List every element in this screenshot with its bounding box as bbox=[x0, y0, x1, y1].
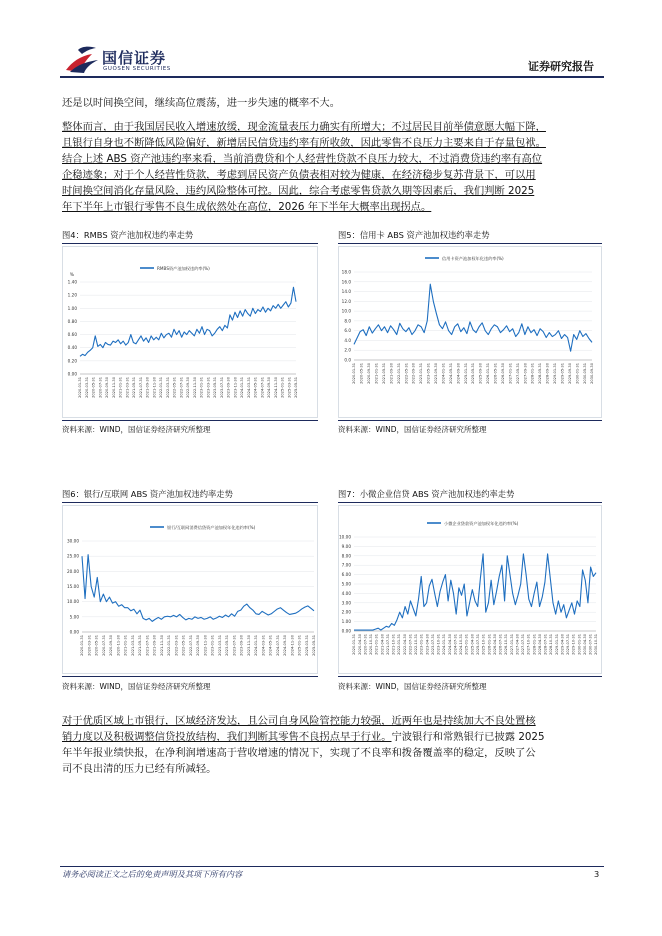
y-tick-label: 7.00 bbox=[341, 562, 351, 568]
paragraph-2-line: 整体而言，由于我国居民收入增速放缓，现金流量表压力确实有所增大；不过居民目前举债意愿大幅下降， bbox=[62, 121, 546, 133]
legend-label: 银行/互联网消费信贷资产池加权年化违约率(%) bbox=[167, 525, 256, 530]
y-tick-label: 6.0 bbox=[344, 328, 351, 334]
x-tick-label: 2026-07-31 bbox=[498, 634, 503, 655]
x-tick-label: 2020-07-31 bbox=[363, 634, 368, 655]
x-tick-label: 2023-03-31 bbox=[217, 635, 222, 656]
y-tick-label: 10.00 bbox=[67, 599, 79, 605]
figure-4-source: 资料来源：WIND，国信证券经济研究所整理 bbox=[62, 425, 211, 434]
x-tick-label: 2023-05-31 bbox=[426, 363, 431, 384]
x-tick-label: 2030-05-31 bbox=[582, 363, 587, 384]
x-tick-label: 2026-10-31 bbox=[504, 634, 509, 655]
x-tick-label: 2029-04-30 bbox=[560, 634, 565, 655]
x-tick-label: 2027-10-31 bbox=[526, 634, 531, 655]
x-tick-label: 2022-05-31 bbox=[172, 377, 177, 398]
x-tick-label: 2024-01-31 bbox=[442, 634, 447, 655]
chart-credit-card bbox=[338, 246, 602, 418]
x-tick-label: 2021-07-31 bbox=[385, 634, 390, 655]
figure-7-rule bbox=[338, 502, 602, 503]
x-tick-label: 2027-01-31 bbox=[509, 634, 514, 655]
chart-micro-enterprise bbox=[338, 505, 602, 674]
x-tick-label: 2024-05-31 bbox=[268, 635, 273, 656]
x-tick-label: 2026-05-31 bbox=[493, 363, 498, 384]
chart-rmbs bbox=[62, 246, 318, 418]
x-tick-label: 2021-09-30 bbox=[152, 635, 157, 656]
y-tick-label: 4.00 bbox=[341, 590, 351, 596]
logo-name-en: GUOSEN SECURITIES bbox=[103, 66, 171, 72]
figure-7-source: 资料来源：WIND，国信证券经济研究所整理 bbox=[338, 682, 487, 691]
x-tick-label: 2023-05-31 bbox=[213, 377, 218, 398]
x-tick-label: 2023-09-30 bbox=[239, 635, 244, 656]
x-tick-label: 2022-04-30 bbox=[402, 634, 407, 655]
figure-7-title: 图7：小微企业信贷 ABS 资产池加权违约率走势 bbox=[338, 489, 515, 499]
x-tick-label: 2023-09-30 bbox=[226, 377, 231, 398]
y-tick-label: 8.00 bbox=[341, 553, 351, 559]
y-tick-label: 3.00 bbox=[341, 600, 351, 606]
x-tick-label: 2024-04-30 bbox=[447, 634, 452, 655]
figure-4-rule bbox=[62, 243, 318, 244]
x-tick-label: 2024-01-31 bbox=[441, 363, 446, 384]
x-tick-label: 2028-07-31 bbox=[543, 634, 548, 655]
x-tick-label: 2021-05-31 bbox=[132, 377, 137, 398]
x-tick-label: 2022-05-31 bbox=[181, 635, 186, 656]
x-tick-label: 2024-03-31 bbox=[246, 377, 251, 398]
x-tick-label: 2020-09-30 bbox=[109, 635, 114, 656]
x-tick-label: 2024-11-30 bbox=[273, 377, 278, 398]
x-tick-label: 2024-07-31 bbox=[260, 377, 265, 398]
x-tick-label: 2022-07-31 bbox=[179, 377, 184, 398]
x-tick-label: 2021-11-30 bbox=[152, 377, 157, 398]
y-tick-label: 16.0 bbox=[341, 279, 351, 285]
x-tick-label: 2029-09-30 bbox=[567, 363, 572, 384]
header-divider bbox=[60, 76, 604, 78]
x-tick-label: 2022-11-30 bbox=[203, 635, 208, 656]
x-tick-label: 2020-07-31 bbox=[101, 635, 106, 656]
x-tick-label: 2025-01-31 bbox=[464, 634, 469, 655]
x-tick-label: 2025-09-30 bbox=[478, 363, 483, 384]
x-tick-label: 2020-11-30 bbox=[111, 377, 116, 398]
y-tick-label: 0.40 bbox=[67, 345, 77, 351]
x-tick-label: 2024-05-31 bbox=[448, 363, 453, 384]
x-tick-label: 2020-01-31 bbox=[352, 634, 357, 655]
x-tick-label: 2029-01-31 bbox=[553, 363, 558, 384]
y-tick-label: 20.00 bbox=[67, 568, 79, 574]
x-tick-label: 2023-05-31 bbox=[225, 635, 230, 656]
x-tick-label: 2025-05-31 bbox=[294, 377, 299, 398]
x-tick-label: 2024-10-31 bbox=[459, 634, 464, 655]
x-tick-label: 2030-04-30 bbox=[582, 634, 587, 655]
y-tick-label: 15.00 bbox=[67, 584, 79, 589]
report-type: 证券研究报告 bbox=[528, 60, 594, 73]
x-tick-label: 2021-01-31 bbox=[374, 363, 379, 384]
x-tick-label: 2023-01-31 bbox=[210, 635, 215, 656]
y-tick-label: 0.60 bbox=[67, 332, 77, 338]
x-tick-label: 2024-07-31 bbox=[275, 635, 280, 656]
figure-5-bottom-rule bbox=[338, 420, 602, 421]
legend-label: 小微企业贷款资产池加权年化违约率(%) bbox=[444, 521, 519, 526]
x-tick-label: 2023-11-30 bbox=[246, 635, 251, 656]
logo-emblem-icon bbox=[64, 44, 100, 74]
x-tick-label: 2029-10-31 bbox=[571, 634, 576, 655]
y-tick-label: 2.00 bbox=[341, 609, 351, 615]
x-tick-label: 2025-05-31 bbox=[471, 363, 476, 384]
x-tick-label: 2021-01-31 bbox=[374, 634, 379, 655]
x-tick-label: 2027-04-30 bbox=[515, 634, 520, 655]
x-tick-label: 2020-01-31 bbox=[78, 377, 83, 398]
x-tick-label: 2027-07-31 bbox=[521, 634, 526, 655]
x-tick-label: 2020-05-31 bbox=[359, 363, 364, 384]
y-tick-label: 12.0 bbox=[341, 298, 351, 304]
x-tick-label: 2020-05-31 bbox=[94, 635, 99, 656]
x-tick-label: 2025-10-31 bbox=[481, 634, 486, 655]
paragraph-2-line: 企稳迹象；对于个人经营性贷款，考虑到居民资产负债表相对较为健康，在经济稳步复苏背景下，可以用 bbox=[62, 169, 536, 181]
y-tick-label: 0.0 bbox=[344, 357, 351, 363]
x-tick-label: 2023-07-31 bbox=[232, 635, 237, 656]
figure-4-title: 图4：RMBS 资产池加权违约率走势 bbox=[62, 230, 194, 240]
x-tick-label: 2022-01-31 bbox=[167, 635, 172, 656]
y-tick-label: 1.20 bbox=[67, 292, 77, 298]
paragraph-3-line-2 bbox=[62, 729, 602, 745]
x-tick-label: 2025-01-31 bbox=[463, 363, 468, 384]
x-tick-label: 2030-01-31 bbox=[575, 363, 580, 384]
x-tick-label: 2022-01-31 bbox=[397, 634, 402, 655]
x-tick-label: 2028-09-30 bbox=[545, 363, 550, 384]
x-tick-label: 2023-10-31 bbox=[436, 634, 441, 655]
paragraph-2-line: 结合上述 ABS 资产池违约率来看，当前消费贷和个人经营性贷款不良压力较大，不过消费贷违约率有高位 bbox=[62, 153, 543, 165]
x-tick-label: 2024-11-30 bbox=[290, 635, 295, 656]
x-tick-label: 2022-09-30 bbox=[196, 635, 201, 656]
x-tick-label: 2024-07-31 bbox=[453, 634, 458, 655]
x-tick-label: 2030-09-30 bbox=[590, 363, 595, 384]
x-tick-label: 2025-03-31 bbox=[287, 377, 292, 398]
x-tick-label: 2022-11-30 bbox=[192, 377, 197, 398]
x-tick-label: 2030-01-31 bbox=[577, 634, 582, 655]
y-tick-label: 1.40 bbox=[67, 279, 77, 285]
y-tick-label: 9.00 bbox=[341, 543, 351, 549]
paragraph-1-text: 还是以时间换空间，继续高位震荡，进一步失速的概率不大。 bbox=[62, 97, 341, 109]
x-tick-label: 2021-05-31 bbox=[138, 635, 143, 656]
figure-5-title: 图5：信用卡 ABS 资产池加权违约率走势 bbox=[338, 230, 490, 240]
x-tick-label: 2029-07-31 bbox=[566, 634, 571, 655]
figure-7-bottom-rule bbox=[338, 676, 602, 677]
y-tick-label: 25.00 bbox=[67, 553, 79, 559]
x-tick-label: 2021-03-31 bbox=[125, 377, 130, 398]
legend-label: 信用卡资产池加权年化违约率(%) bbox=[442, 256, 504, 261]
x-tick-label: 2029-05-31 bbox=[560, 363, 565, 384]
x-tick-label: 2021-01-31 bbox=[118, 377, 123, 398]
x-tick-label: 2028-10-31 bbox=[549, 634, 554, 655]
x-tick-label: 2022-01-31 bbox=[159, 377, 164, 398]
paragraph-3 bbox=[62, 713, 602, 777]
x-tick-label: 2021-07-31 bbox=[145, 635, 150, 656]
y-tick-label: 1.00 bbox=[67, 305, 77, 311]
x-tick-label: 2022-07-31 bbox=[188, 635, 193, 656]
page-number: 3 bbox=[594, 869, 600, 879]
figure-4-bottom-rule bbox=[62, 420, 318, 421]
x-tick-label: 2025-01-31 bbox=[280, 377, 285, 398]
x-tick-label: 2030-07-31 bbox=[588, 634, 593, 655]
x-tick-label: 2026-04-30 bbox=[492, 634, 497, 655]
y-tick-label: 8.0 bbox=[344, 318, 351, 324]
x-tick-label: 2020-11-30 bbox=[116, 635, 121, 656]
footer-divider bbox=[60, 866, 604, 867]
x-tick-label: 2020-01-31 bbox=[352, 363, 357, 384]
y-tick-label: 0.00 bbox=[341, 628, 351, 634]
figure-5-source: 资料来源：WIND，国信证券经济研究所整理 bbox=[338, 425, 487, 434]
x-tick-label: 2028-01-31 bbox=[532, 634, 537, 655]
x-tick-label: 2023-11-30 bbox=[233, 377, 238, 398]
x-tick-label: 2023-04-30 bbox=[425, 634, 430, 655]
paragraph-3-line: 对于优质区域上市银行，区域经济发达，且公司自身风险管控能力较强，近两年也是持续加大不良处置核 bbox=[62, 715, 536, 727]
x-tick-label: 2020-07-31 bbox=[98, 377, 103, 398]
y-tick-label: 0.00 bbox=[67, 371, 77, 377]
x-tick-label: 2021-03-31 bbox=[130, 635, 135, 656]
y-tick-label: 0.00 bbox=[69, 629, 79, 635]
x-tick-label: 2021-09-30 bbox=[145, 377, 150, 398]
x-tick-label: 2023-01-31 bbox=[419, 363, 424, 384]
y-tick-label: 18.0 bbox=[341, 269, 351, 275]
x-tick-label: 2021-09-30 bbox=[389, 363, 394, 384]
x-tick-label: 2021-11-30 bbox=[159, 635, 164, 656]
paragraph-2-line: 年下半年上市银行零售不良生成依然处在高位，2026 年下半年大概率出现拐点。 bbox=[62, 201, 432, 213]
x-tick-label: 2027-01-31 bbox=[508, 363, 513, 384]
paragraph-2-line: 时间换空间消化存量风险，违约风险整体可控。因此，综合考虑零售贷款久期等因素后，我们判断 2025 bbox=[62, 185, 535, 197]
x-tick-label: 2021-01-31 bbox=[123, 635, 128, 656]
x-tick-label: 2020-03-31 bbox=[84, 377, 89, 398]
x-tick-label: 2025-03-31 bbox=[304, 635, 309, 656]
x-tick-label: 2024-09-30 bbox=[456, 363, 461, 384]
x-tick-label: 2020-09-30 bbox=[367, 363, 372, 384]
y-tick-label: 0.80 bbox=[67, 318, 77, 324]
x-tick-label: 2024-01-31 bbox=[254, 635, 259, 656]
y-tick-label: 6.00 bbox=[341, 572, 351, 578]
x-tick-label: 2022-07-31 bbox=[408, 634, 413, 655]
y-tick-label: 2.0 bbox=[344, 347, 351, 353]
x-tick-label: 2025-01-31 bbox=[297, 635, 302, 656]
y-tick-label: 14.0 bbox=[341, 289, 351, 295]
y-tick-label: 30.00 bbox=[67, 538, 79, 544]
x-tick-label: 2024-09-30 bbox=[267, 377, 272, 398]
paragraph-1 bbox=[62, 95, 602, 111]
figure-5-rule bbox=[338, 243, 602, 244]
x-tick-label: 2021-10-31 bbox=[391, 634, 396, 655]
x-tick-label: 2022-05-31 bbox=[404, 363, 409, 384]
x-tick-label: 2028-04-30 bbox=[537, 634, 542, 655]
x-tick-label: 2021-05-31 bbox=[381, 363, 386, 384]
x-tick-label: 2022-10-31 bbox=[414, 634, 419, 655]
y-tick-label: 10.0 bbox=[341, 308, 351, 314]
x-tick-label: 2020-01-31 bbox=[80, 635, 85, 656]
x-tick-label: 2022-01-31 bbox=[396, 363, 401, 384]
y-tick-label: 0.20 bbox=[67, 358, 77, 364]
x-tick-label: 2024-09-30 bbox=[283, 635, 288, 656]
x-tick-label: 2025-07-31 bbox=[476, 634, 481, 655]
y-tick-label: 1.00 bbox=[341, 619, 351, 625]
figure-6-rule bbox=[62, 502, 318, 503]
x-tick-label: 2026-01-31 bbox=[487, 634, 492, 655]
y-tick-label: 10.00 bbox=[339, 534, 351, 540]
x-tick-label: 2022-03-31 bbox=[174, 635, 179, 656]
y-tick-label: 5.00 bbox=[341, 581, 351, 587]
x-tick-label: 2024-03-31 bbox=[261, 635, 266, 656]
x-tick-label: 2020-03-31 bbox=[87, 635, 92, 656]
x-tick-label: 2028-01-31 bbox=[530, 363, 535, 384]
x-tick-label: 2024-05-31 bbox=[253, 377, 258, 398]
figure-6-title: 图6：银行/互联网 ABS 资产池加权违约率走势 bbox=[62, 489, 233, 499]
x-tick-label: 2030-10-31 bbox=[594, 634, 599, 655]
x-tick-label: 2025-04-30 bbox=[470, 634, 475, 655]
logo-name-cn: 国信证券 bbox=[102, 49, 167, 67]
figure-6-bottom-rule bbox=[62, 676, 318, 677]
x-tick-label: 2023-07-31 bbox=[219, 377, 224, 398]
x-tick-label: 2023-01-31 bbox=[199, 377, 204, 398]
x-tick-label: 2020-05-31 bbox=[91, 377, 96, 398]
x-tick-label: 2024-01-31 bbox=[240, 377, 245, 398]
x-tick-label: 2020-09-30 bbox=[105, 377, 110, 398]
x-tick-label: 2023-07-31 bbox=[430, 634, 435, 655]
x-tick-label: 2020-04-30 bbox=[357, 634, 362, 655]
x-tick-label: 2021-07-31 bbox=[138, 377, 143, 398]
x-tick-label: 2025-05-31 bbox=[312, 635, 317, 656]
x-tick-label: 2022-09-30 bbox=[411, 363, 416, 384]
paragraph-2-line: 且银行自身也不断降低风险偏好，新增居民信贷违约率有所收敛，因此零售不良压力主要来自于存量包袱。 bbox=[62, 137, 546, 149]
paragraph-2 bbox=[62, 119, 602, 215]
chart-consumer-loan bbox=[62, 505, 318, 674]
x-tick-label: 2023-09-30 bbox=[434, 363, 439, 384]
legend-label: RMBS资产池加权违约率(%) bbox=[157, 266, 210, 271]
paragraph-3-plain: 宁波银行和常熟银行已披露 2025 bbox=[391, 731, 545, 743]
paragraph-3-underlined: 销力度以及积极调整信贷投放结构，我们判断其零售不良拐点早于行业。 bbox=[62, 731, 392, 743]
figure-6-source: 资料来源：WIND，国信证券经济研究所整理 bbox=[62, 682, 211, 691]
x-tick-label: 2023-01-31 bbox=[419, 634, 424, 655]
x-tick-label: 2028-05-31 bbox=[538, 363, 543, 384]
x-tick-label: 2027-09-30 bbox=[523, 363, 528, 384]
footer-disclaimer: 请务必阅读正文之后的免责声明及其项下所有内容 bbox=[62, 869, 243, 879]
y-tick-label: 4.0 bbox=[344, 337, 351, 343]
x-tick-label: 2026-01-31 bbox=[486, 363, 491, 384]
axis-unit-label: % bbox=[69, 273, 74, 278]
x-tick-label: 2026-09-30 bbox=[500, 363, 505, 384]
logo bbox=[64, 44, 184, 74]
x-tick-label: 2027-05-31 bbox=[515, 363, 520, 384]
x-tick-label: 2029-01-31 bbox=[554, 634, 559, 655]
x-tick-label: 2021-04-30 bbox=[380, 634, 385, 655]
x-tick-label: 2022-09-30 bbox=[186, 377, 191, 398]
x-tick-label: 2022-03-31 bbox=[165, 377, 170, 398]
y-tick-label: 5.00 bbox=[69, 614, 79, 620]
paragraph-3-line: 年半年报业绩快报，在净利润增速高于营收增速的情况下，实现了不良率和拨备覆盖率的稳定，反映了公 bbox=[62, 747, 536, 759]
x-tick-label: 2020-10-31 bbox=[369, 634, 374, 655]
paragraph-3-line: 司不良出清的压力已经有所减轻。 bbox=[62, 763, 217, 775]
x-tick-label: 2023-03-31 bbox=[206, 377, 211, 398]
